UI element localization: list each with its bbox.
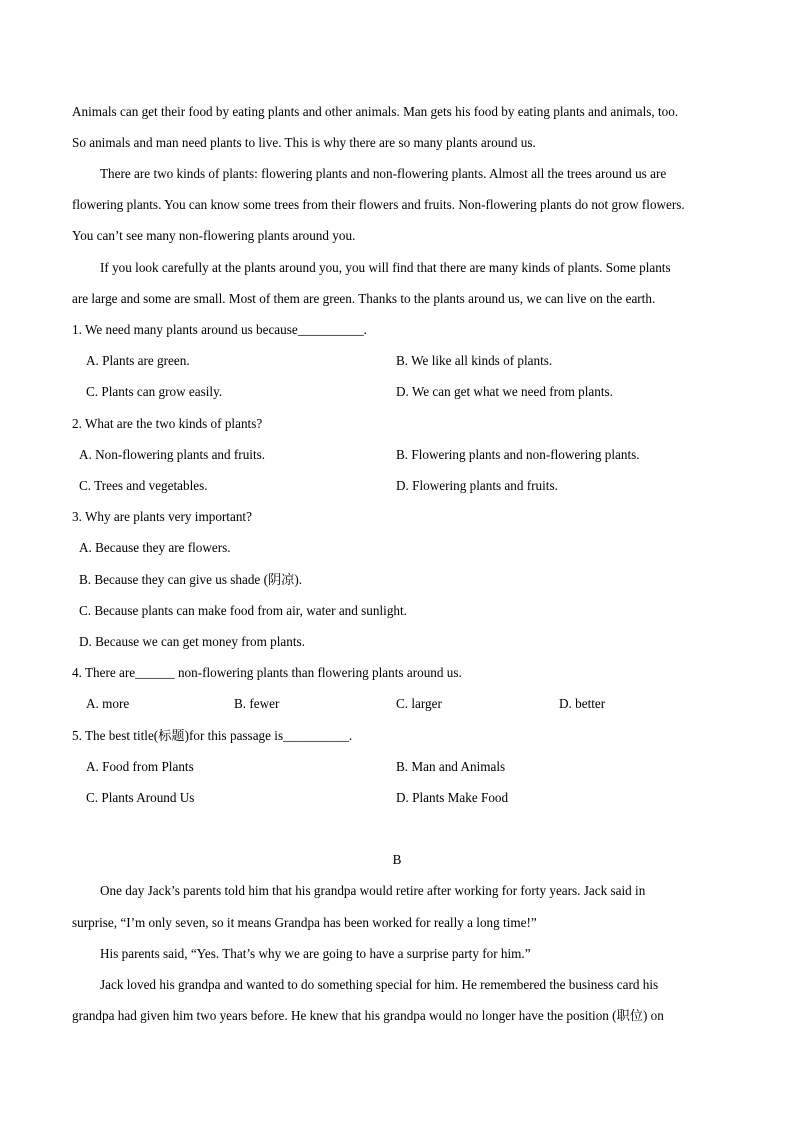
answer-option: B. We like all kinds of plants.	[396, 353, 553, 368]
passage-a-line: You can’t see many non-flowering plants around you.	[72, 228, 356, 243]
passage-a-line: There are two kinds of plants: flowering plants and non-flowering plants. Almost all the trees around us are	[100, 166, 667, 181]
question-stem: 4. There are______ non-flowering plants than flowering plants around us.	[72, 665, 462, 680]
passage-a-line: are large and some are small. Most of them are green. Thanks to the plants around us, we can live on the earth.	[72, 291, 656, 306]
answer-option: B. Flowering plants and non-flowering plants.	[396, 447, 640, 462]
passage-a-line: If you look carefully at the plants around you, you will find that there are many kinds of plants. Some plants	[100, 260, 671, 275]
question-stem: 5. The best title(标题)for this passage is__________.	[72, 728, 353, 743]
question-stem: 3. Why are plants very important?	[72, 509, 252, 524]
passage-a-line: Animals can get their food by eating plants and other animals. Man gets his food by eating plants and animals, too.	[72, 104, 679, 119]
answer-option: A. Because they are flowers.	[79, 540, 231, 555]
question-stem: 2. What are the two kinds of plants?	[72, 416, 263, 431]
answer-option: B. fewer	[234, 696, 280, 711]
answer-option: A. Food from Plants	[86, 759, 194, 774]
answer-option: C. Plants Around Us	[86, 790, 195, 805]
section-heading: B	[392, 852, 402, 867]
answer-option: C. larger	[396, 696, 442, 711]
passage-b-line: Jack loved his grandpa and wanted to do something special for him. He remembered the business card his	[100, 977, 659, 992]
passage-b-line: His parents said, “Yes. That’s why we are going to have a surprise party for him.”	[100, 946, 531, 961]
passage-b-line: One day Jack’s parents told him that his grandpa would retire after working for forty years. Jack said in	[100, 883, 646, 898]
passage-a-line: So animals and man need plants to live. This is why there are so many plants around us.	[72, 135, 536, 150]
answer-option: C. Plants can grow easily.	[86, 384, 223, 399]
answer-option: D. better	[559, 696, 606, 711]
answer-option: C. Trees and vegetables.	[79, 478, 208, 493]
answer-option: D. We can get what we need from plants.	[396, 384, 613, 399]
answer-option: B. Because they can give us shade (阴凉).	[79, 572, 303, 587]
answer-option: C. Because plants can make food from air, water and sunlight.	[79, 603, 407, 618]
answer-option: D. Because we can get money from plants.	[79, 634, 305, 649]
question-stem: 1. We need many plants around us because__________.	[72, 322, 367, 337]
passage-b-line: surprise, “I’m only seven, so it means Grandpa has been worked for really a long time!”	[72, 915, 537, 930]
answer-option: A. Non-flowering plants and fruits.	[79, 447, 266, 462]
answer-option: D. Plants Make Food	[396, 790, 509, 805]
passage-a-line: flowering plants. You can know some trees from their flowers and fruits. Non-flowering plants do not grow flowers.	[72, 197, 685, 212]
answer-option: D. Flowering plants and fruits.	[396, 478, 558, 493]
answer-option: A. more	[86, 696, 130, 711]
passage-b-line: grandpa had given him two years before. He knew that his grandpa would no longer have the position (职位) on	[72, 1008, 664, 1023]
answer-option: A. Plants are green.	[86, 353, 190, 368]
answer-option: B. Man and Animals	[396, 759, 506, 774]
